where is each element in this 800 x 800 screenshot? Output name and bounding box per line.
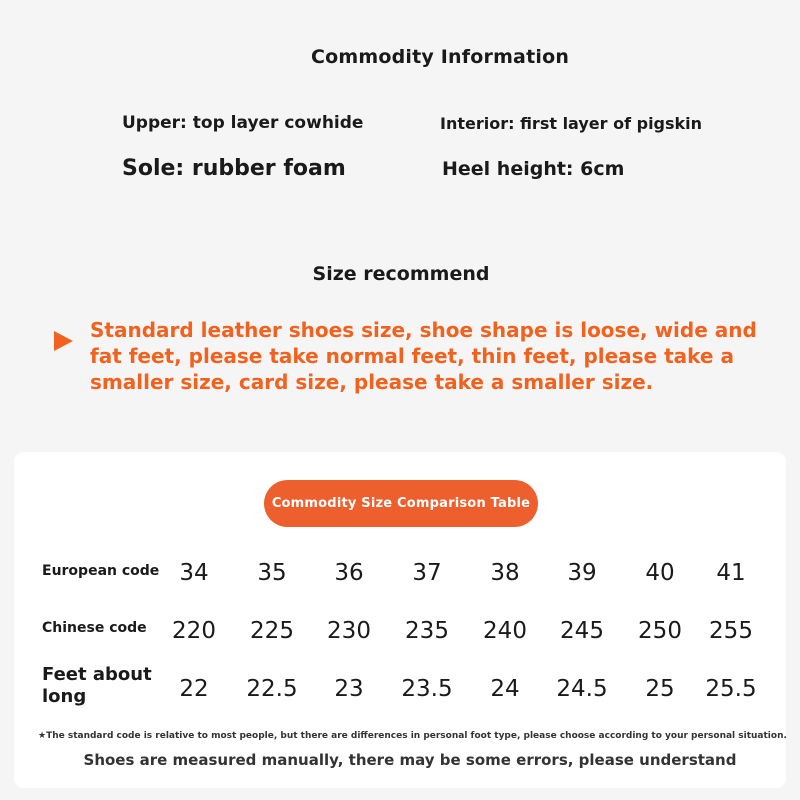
table-cell: 255 <box>709 618 753 644</box>
row-label-chinese: Chinese code <box>42 620 147 636</box>
table-cell: 225 <box>250 618 294 644</box>
table-cell: 24.5 <box>556 676 608 702</box>
table-cell: 22.5 <box>246 676 298 702</box>
size-recommend-title: Size recommend <box>312 263 490 285</box>
table-cell: 38 <box>490 560 520 586</box>
table-cell: 35 <box>257 560 287 586</box>
table-cell: 220 <box>172 618 216 644</box>
table-cell: 34 <box>179 560 209 586</box>
table-cell: 240 <box>483 618 527 644</box>
table-cell: 25 <box>645 676 675 702</box>
footer-note: Shoes are measured manually, there may be some errors, please understand <box>83 751 737 769</box>
table-cell: 37 <box>412 560 442 586</box>
row-label-european: European code <box>42 563 160 579</box>
size-table-title-badge: Commodity Size Comparison Table <box>264 480 538 527</box>
table-cell: 24 <box>490 676 520 702</box>
heel-spec: Heel height: 6cm <box>442 158 625 180</box>
table-cell: 245 <box>560 618 604 644</box>
table-cell: 235 <box>405 618 449 644</box>
table-cell: 23.5 <box>401 676 453 702</box>
size-notice: Standard leather shoes size, shoe shape is loose, wide and fat feet, please take normal feet, thin feet, please take a smaller size, card size, please take a smaller size. <box>90 318 757 394</box>
table-cell: 22 <box>179 676 209 702</box>
table-cell: 41 <box>716 560 746 586</box>
sole-spec: Sole: rubber foam <box>122 156 346 181</box>
interior-spec: Interior: first layer of pigskin <box>440 114 703 133</box>
table-cell: 36 <box>334 560 364 586</box>
footnote: ★The standard code is relative to most people, but there are differences in personal foot type, please choose according to your personal situation. <box>38 731 787 741</box>
table-cell: 25.5 <box>705 676 757 702</box>
upper-spec: Upper: top layer cowhide <box>122 113 364 133</box>
table-cell: 40 <box>645 560 675 586</box>
page-title: Commodity Information <box>310 46 570 68</box>
row-label-feet-length: Feet about long <box>42 664 152 707</box>
table-cell: 39 <box>567 560 597 586</box>
play-arrow-icon <box>54 331 73 351</box>
table-cell: 23 <box>334 676 364 702</box>
table-cell: 250 <box>638 618 682 644</box>
table-cell: 230 <box>327 618 371 644</box>
